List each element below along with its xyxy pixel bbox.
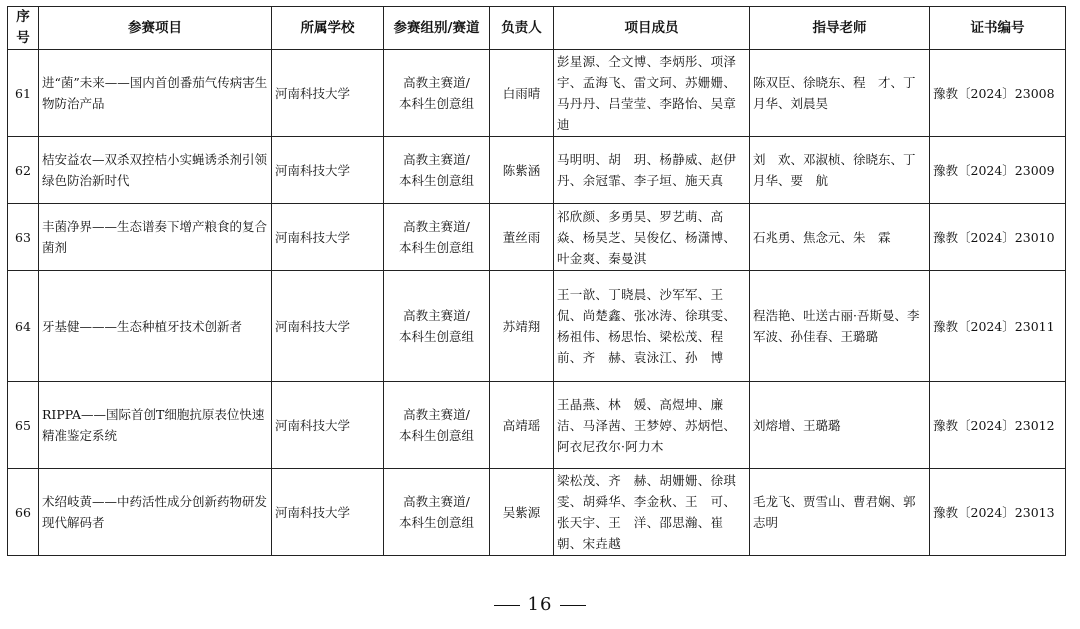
header-advisors: 指导老师 (750, 7, 930, 50)
cell-project: 进“菌”未来——国内首创番茄气传病害生物防治产品 (39, 50, 272, 137)
cell-advisors: 刘熔增、王璐璐 (750, 382, 930, 469)
cell-cert: 豫教〔2024〕23008 (930, 50, 1066, 137)
cell-advisors: 石兆勇、焦念元、朱 霖 (750, 204, 930, 271)
cell-leader: 高靖瑶 (490, 382, 554, 469)
header-members: 项目成员 (554, 7, 750, 50)
cell-leader: 董丝雨 (490, 204, 554, 271)
cell-project: 丰菌净界——生态谱奏下增产粮食的复合菌剂 (39, 204, 272, 271)
cell-members: 梁松茂、齐 赫、胡姗姗、徐琪雯、胡舜华、李金秋、王 可、张天宇、王 洋、邵思瀚、崔 朝、宋垚越 (554, 469, 750, 556)
awards-table (7, 6, 1066, 556)
track-line2: 本科生创意组 (398, 240, 474, 255)
cell-no: 62 (8, 137, 39, 204)
cell-no: 66 (8, 469, 39, 556)
cell-advisors: 程浩艳、吐送古丽·吾斯曼、李军波、孙佳春、王璐璐 (750, 271, 930, 382)
cell-track (384, 469, 490, 556)
table-row (8, 271, 1066, 382)
header-leader: 负责人 (490, 7, 554, 50)
cell-track (384, 382, 490, 469)
cell-project: 牙基健———生态种植牙技术创新者 (39, 271, 272, 382)
cell-members: 彭星源、仝文博、李炳彤、项泽宇、孟海飞、雷文珂、苏姗姗、马丹丹、吕莹莹、李路怡、吴章迪 (554, 50, 750, 137)
cell-school: 河南科技大学 (272, 469, 384, 556)
track-line2: 本科生创意组 (398, 96, 474, 111)
track-line1: 高教主赛道/ (403, 407, 470, 422)
header-cert: 证书编号 (930, 7, 1066, 50)
header-project: 参赛项目 (39, 7, 272, 50)
cell-school: 河南科技大学 (272, 137, 384, 204)
track-line1: 高教主赛道/ (403, 219, 470, 234)
cell-track (384, 271, 490, 382)
track-line1: 高教主赛道/ (403, 308, 470, 323)
cell-school: 河南科技大学 (272, 204, 384, 271)
table-row (8, 204, 1066, 271)
table-row (8, 469, 1066, 556)
footer-dash-right (560, 605, 586, 606)
cell-cert: 豫教〔2024〕23012 (930, 382, 1066, 469)
cell-advisors: 刘 欢、邓淑桢、徐晓东、丁月华、要 航 (750, 137, 930, 204)
track-line2: 本科生创意组 (398, 428, 474, 443)
cell-school: 河南科技大学 (272, 271, 384, 382)
track-line1: 高教主赛道/ (403, 152, 470, 167)
cell-project: RIPPA——国际首创T细胞抗原表位快速精准鉴定系统 (39, 382, 272, 469)
track-line2: 本科生创意组 (398, 515, 474, 530)
table-row (8, 50, 1066, 137)
cell-project: 术绍岐黄——中药活性成分创新药物研发现代解码者 (39, 469, 272, 556)
header-track: 参赛组别/赛道 (384, 7, 490, 50)
cell-track (384, 137, 490, 204)
cell-cert: 豫教〔2024〕23010 (930, 204, 1066, 271)
cell-advisors: 毛龙飞、贾雪山、曹君娴、郭志明 (750, 469, 930, 556)
cell-school: 河南科技大学 (272, 382, 384, 469)
cell-school: 河南科技大学 (272, 50, 384, 137)
cell-cert: 豫教〔2024〕23013 (930, 469, 1066, 556)
cell-advisors: 陈双臣、徐晓东、程 才、丁月华、刘晨昊 (750, 50, 930, 137)
cell-leader: 吴紫源 (490, 469, 554, 556)
page-number: 16 (527, 594, 553, 615)
cell-members: 祁欣颜、多勇昊、罗艺萌、高 焱、杨昊芝、吴俊亿、杨潇博、叶金爽、秦曼淇 (554, 204, 750, 271)
table-header-row (8, 7, 1066, 50)
header-no: 序号 (8, 7, 39, 50)
track-line1: 高教主赛道/ (403, 494, 470, 509)
cell-project: 桔安益农—双杀双控桔小实蝇诱杀剂引领绿色防治新时代 (39, 137, 272, 204)
cell-leader: 苏靖翔 (490, 271, 554, 382)
track-line2: 本科生创意组 (398, 173, 474, 188)
footer-dash-left (494, 605, 520, 606)
cell-track (384, 204, 490, 271)
cell-track (384, 50, 490, 137)
cell-members: 王一歆、丁晓晨、沙军军、王 侃、尚楚鑫、张冰涛、徐琪雯、杨祖伟、杨思怡、梁松茂、程 前、齐 赫、袁泳江、孙 博 (554, 271, 750, 382)
cell-no: 61 (8, 50, 39, 137)
page-footer (0, 594, 1080, 615)
track-line1: 高教主赛道/ (403, 75, 470, 90)
table-row (8, 382, 1066, 469)
cell-no: 64 (8, 271, 39, 382)
track-line2: 本科生创意组 (398, 329, 474, 344)
cell-leader: 陈紫涵 (490, 137, 554, 204)
header-school: 所属学校 (272, 7, 384, 50)
cell-cert: 豫教〔2024〕23011 (930, 271, 1066, 382)
cell-no: 65 (8, 382, 39, 469)
cell-cert: 豫教〔2024〕23009 (930, 137, 1066, 204)
cell-members: 王晶燕、林 媛、高煜坤、廉 洁、马泽茜、王梦婷、苏炳恺、阿衣尼孜尔·阿力木 (554, 382, 750, 469)
cell-members: 马明明、胡 玥、杨静威、赵伊丹、余冠霏、李子垣、施天真 (554, 137, 750, 204)
cell-leader: 白雨晴 (490, 50, 554, 137)
table-row (8, 137, 1066, 204)
cell-no: 63 (8, 204, 39, 271)
